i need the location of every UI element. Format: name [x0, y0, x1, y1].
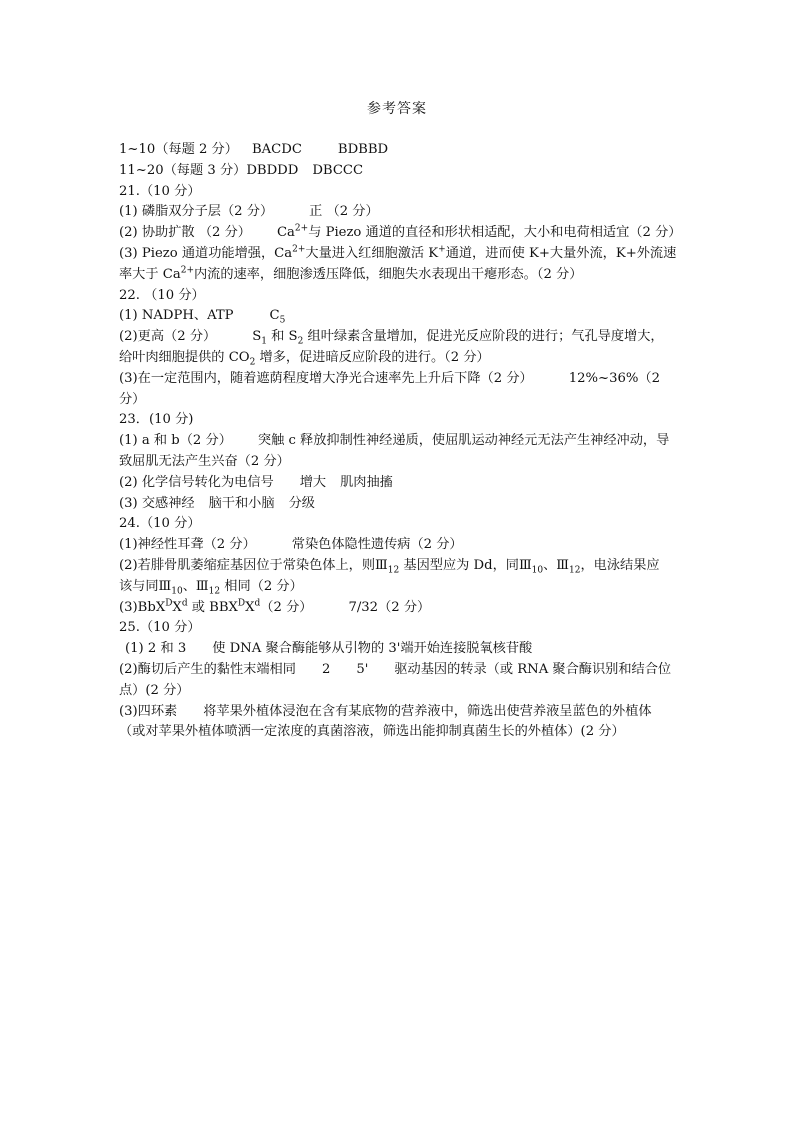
q24-part2-line1: (2)若腓骨肌萎缩症基因位于常染色体上，则$Ⅲ_{12}$ 基因型应为 Dd，同$Ⅲ_{10}$、$Ⅲ_{12}$，电泳结果应	[119, 557, 660, 576]
mc-answers-1-10: 1~10（每题 2 分） BACDC BDBBD	[119, 142, 389, 157]
q25-part2-line1: (2)酶切后产生的黏性末端相同 2 5' 驱动基因的转录（或 RNA 聚合酶识别和结合位	[119, 661, 672, 677]
q22-part1: (1) NADPH、ATP $C_5$	[119, 308, 286, 327]
q23-part1-line1: (1) a 和 b（2 分） 突触 c 释放抑制性神经递质，使屈肌运动神经元无法产生神经冲动，导	[119, 433, 670, 449]
q24-heading: 24.（10 分）	[119, 516, 201, 532]
q25-heading: 25.（10 分）	[119, 620, 201, 636]
q21-part2: (2) 协助扩散 （2 分） $Ca^{2+}$与 Piezo 通道的直径和形状相适配，大小和电荷相适宜（2 分）	[119, 223, 682, 241]
q21-heading: 21.（10 分）	[119, 183, 201, 199]
q24-part1: (1)神经性耳聋（2 分） 常染色体隐性遗传病（2 分）	[119, 537, 463, 553]
q21-part1: (1) 磷脂双分子层（2 分） 正 （2 分）	[119, 204, 379, 220]
q23-part1-line2: 致屈肌无法产生兴奋（2 分）	[119, 453, 290, 469]
q23-heading: 23．(10 分)	[119, 412, 194, 428]
q22-part3-line2: 分）	[119, 391, 146, 407]
q21-part3-line1: (3) Piezo 通道功能增强，$Ca^{2+}$大量进入红细胞激活 K+通道，进而使 K+大量外流，K+外流速	[119, 244, 677, 261]
q25-part3-line2: （或对苹果外植体喷洒一定浓度的真菌溶液，筛选出能抑制真菌生长的外植体）(2 分）	[119, 724, 625, 740]
q24-part3: $(3)BbX^DX^d$ 或 $BBX^DX^d(2$ 分） 7/32（2 分）	[119, 598, 431, 615]
q23-part3: (3) 交感神经 脑干和小脑 分级	[119, 495, 315, 511]
q25-part3-line1: (3)四环素 将苹果外植体浸泡在含有某底物的营养液中，筛选出使营养液呈蓝色的外植体	[119, 703, 652, 719]
q22-part2-line2: 给叶肉细胞提供的 $CO_2$ 增多，促进暗反应阶段的进行。（2 分）	[119, 349, 490, 368]
q25-part2-line2: 点）(2 分）	[119, 682, 190, 698]
answer-content	[119, 140, 682, 743]
q22-part3-line1: (3)在一定范围内，随着遮荫程度增大净光合速率先上升后下降（2 分） 12%~36%（2	[119, 370, 660, 386]
q22-part2-line1: (2)更高（2 分） $S_1$ 和 $S_2$ 组叶绿素含量增加，促进光反应阶段的进行；气孔导度增大，	[119, 329, 664, 347]
mc-answers-11-20: 11~20（每题 3 分）DBDDD DBCCC	[119, 162, 364, 178]
q21-part3-line2: 率大于 $Ca^{2+}$内流的速率，细胞渗透压降低，细胞失水表现出干瘪形态。（2 分）	[119, 265, 583, 282]
q23-part2: (2) 化学信号转化为电信号 增大 肌肉抽搐	[119, 474, 393, 490]
q24-part2-line2: 该与同$Ⅲ_{10}$、$Ⅲ_{12}$ 相同（2 分）	[119, 578, 303, 597]
q22-heading: 22. （10 分）	[119, 287, 205, 303]
page-title: 参考答案	[367, 101, 427, 117]
q25-part1: (1) 2 和 3 使 DNA 聚合酶能够从引物的 3'端开始连接脱氧核苷酸	[125, 641, 533, 657]
